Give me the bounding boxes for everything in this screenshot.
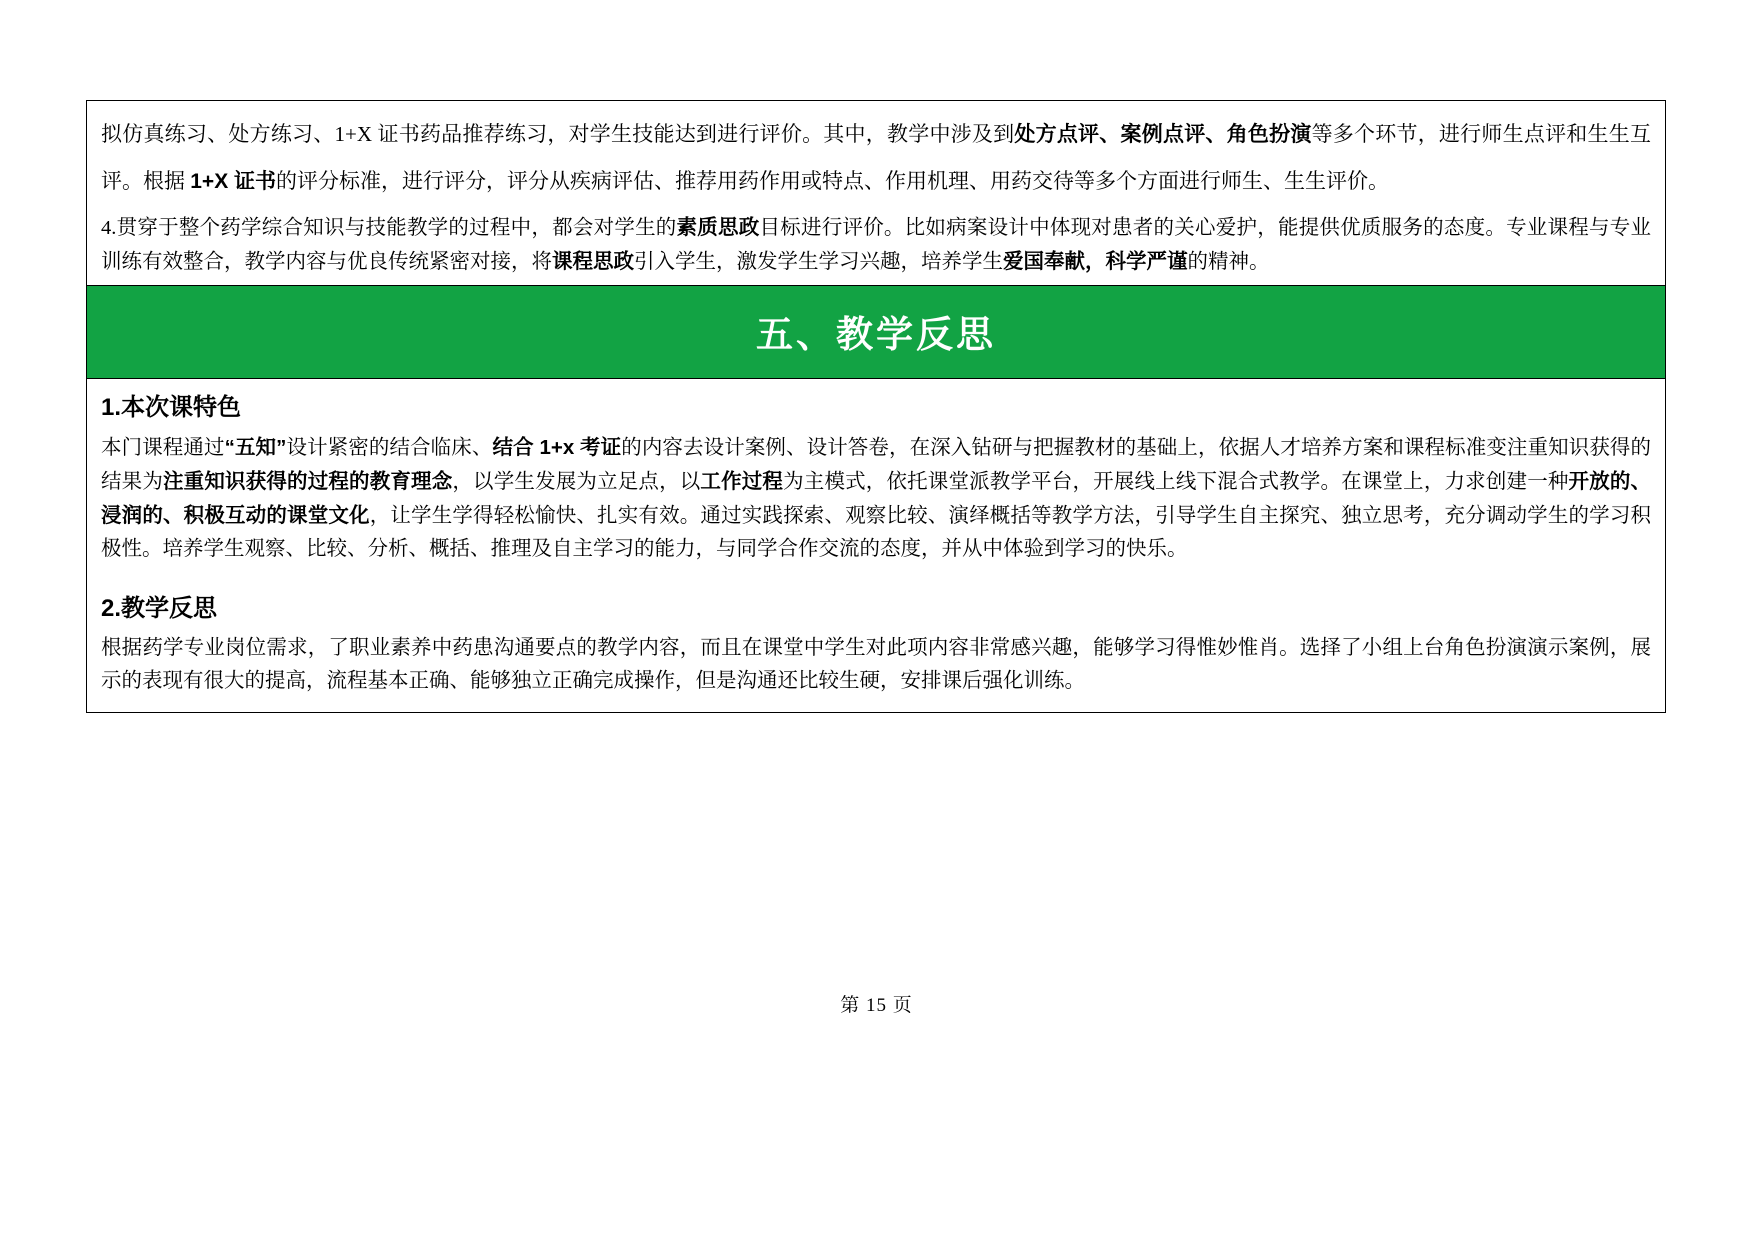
emphasis-run: “五知” — [224, 436, 287, 459]
heading-course-features: 1.本次课特色 — [101, 394, 242, 421]
content-table — [86, 100, 1666, 713]
text-run: 的精神。 — [1187, 251, 1270, 273]
emphasis-run: 素质思政 — [676, 216, 760, 239]
paragraph-evaluation — [101, 111, 1651, 205]
text-run: ，以学生发展为立足点，以 — [452, 471, 701, 493]
section-banner-teaching-reflection: 五、教学反思 — [87, 285, 1665, 379]
text-run: 本门课程通过 — [101, 437, 225, 459]
text-run: 根据药学专业岗位需求，了职业素养中药患沟通要点的教学内容，而且在课堂中学生对此项内容非常感兴趣，能够学习得惟妙惟肖。选择了小组上台角色扮演演示案例，展示的表现有很大的提高，流程基本正确、能够独立正确完成操作，但是沟通还比较生硬，安排课后强化训练。 — [101, 637, 1651, 692]
emphasis-run: 结合 1+x 考证 — [492, 436, 622, 459]
emphasis-run: 爱国奉献，科学严谨 — [1003, 250, 1188, 273]
section-course-features — [87, 379, 1665, 580]
emphasis-run: 处方点评、案例点评、角色扮演 — [1014, 123, 1312, 146]
text-run: 引入学生，激发学生学习兴趣，培养学生 — [634, 251, 1003, 273]
body-teaching-reflection — [87, 628, 1665, 712]
text-run: 等多个环节，进行师生点评和生生互评。根据 — [101, 122, 1651, 193]
emphasis-run: 工作过程 — [700, 470, 784, 493]
paragraph-teaching-reflection — [101, 632, 1651, 698]
text-run: 设计紧密的结合临床、 — [286, 437, 493, 459]
section-teaching-reflection — [87, 580, 1665, 712]
intro-paragraph-cell — [87, 101, 1665, 285]
text-run: 为主模式，依托课堂派教学平台，开展线上线下混合式教学。在课堂上，力求创建一种 — [783, 471, 1569, 493]
emphasis-run: 开放的、浸润的、积极互动的课堂文化 — [101, 470, 1652, 527]
text-run: 4.贯穿于整个药学综合知识与技能教学的过程中，都会对学生的 — [101, 217, 677, 239]
page-footer: 第 15 页 — [840, 995, 913, 1016]
paragraph-ideology — [101, 211, 1651, 279]
paragraph-course-features — [101, 431, 1651, 566]
text-run: 的评分标准，进行评分，评分从疾病评估、推荐用药作用或特点、作用机理、用药交待等多个方面进行师生、生生评价。 — [276, 169, 1390, 193]
body-course-features — [87, 427, 1665, 580]
text-run: 目标进行评价。比如病案设计中体现对患者的关心爱护，能提供优质服务的态度。专业课程与专业训练有效整合，教学内容与优良传统紧密对接，将 — [101, 217, 1652, 273]
heading-teaching-reflection: 2.教学反思 — [101, 595, 218, 622]
emphasis-run: 1+X 证书 — [190, 170, 277, 193]
text-run: ，让学生学得轻松愉快、扎实有效。通过实践探索、观察比较、演绎概括等教学方法，引导学生自主探究、独立思考，充分调动学生的学习积极性。培养学生观察、比较、分析、概括、推理及自主学习的能力，与同学合作交流的态度，并从中体验到学习的快乐。 — [101, 505, 1652, 560]
text-run: 拟仿真练习、处方练习、1+X 证书药品推荐练习，对学生技能达到进行评价。其中，教学中涉及到 — [101, 122, 1015, 146]
emphasis-run: 课程思政 — [552, 250, 634, 273]
text-run: 的内容去设计案例、设计答卷，在深入钻研与把握教材的基础上，依据人才培养方案和课程标准变注重知识获得的结果为 — [101, 437, 1652, 493]
emphasis-run: 注重知识获得的过程的教育理念 — [163, 470, 453, 493]
